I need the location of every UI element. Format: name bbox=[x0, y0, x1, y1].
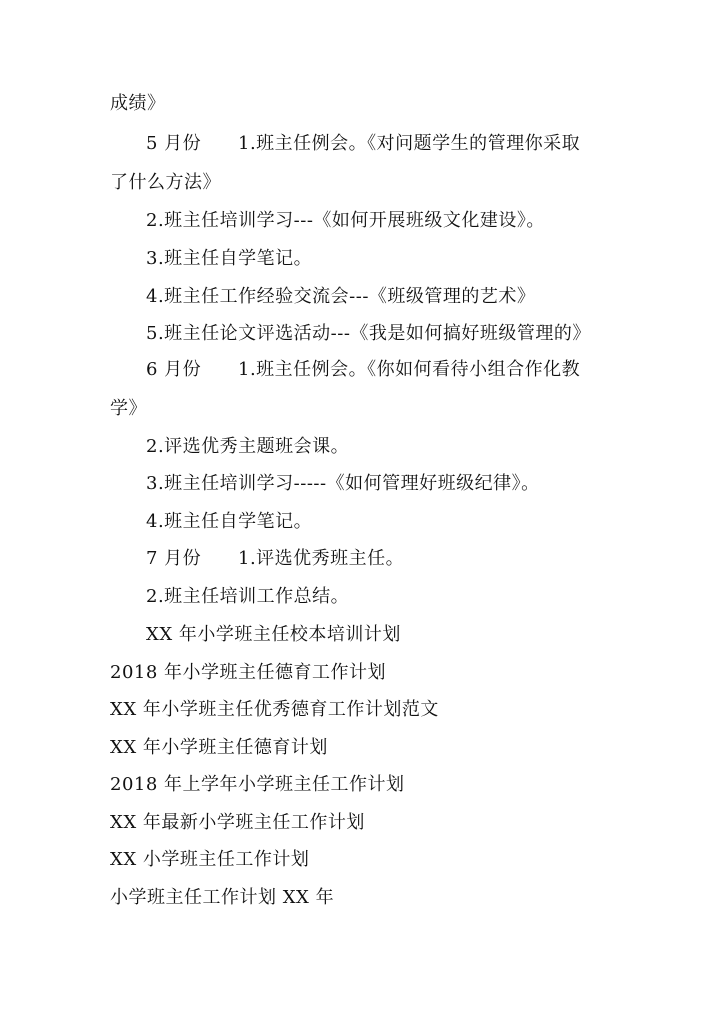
text-line: 4.班主任工作经验交流会---《班级管理的艺术》 bbox=[146, 286, 536, 307]
related-link[interactable]: XX 小学班主任工作计划 bbox=[110, 849, 310, 870]
month-label: 5 月份 bbox=[146, 133, 202, 154]
month-label: 7 月份 bbox=[146, 548, 202, 569]
text-line: 了什么方法》 bbox=[110, 172, 221, 193]
text-line: 学》 bbox=[110, 398, 147, 419]
text-line: 4.班主任自学笔记。 bbox=[146, 511, 313, 532]
month-line-may bbox=[146, 132, 580, 156]
text-line: 3.班主任自学笔记。 bbox=[146, 248, 313, 269]
related-link[interactable]: XX 年小学班主任优秀德育工作计划范文 bbox=[110, 699, 439, 720]
related-link[interactable]: XX 年最新小学班主任工作计划 bbox=[110, 812, 365, 833]
text-line: 1.班主任例会。《你如何看待小组合作化教 bbox=[238, 359, 581, 380]
month-line-june bbox=[146, 358, 580, 382]
text-line: XX 年小学班主任校本培训计划 bbox=[146, 624, 401, 645]
text-line: 1.评选优秀班主任。 bbox=[238, 548, 405, 569]
related-link[interactable]: 2018 年上学年小学班主任工作计划 bbox=[110, 774, 405, 795]
text-line: 3.班主任培训学习-----《如何管理好班级纪律》。 bbox=[146, 473, 540, 494]
text-line: 成绩》 bbox=[110, 93, 166, 114]
month-label: 6 月份 bbox=[146, 359, 202, 380]
month-line-july bbox=[146, 547, 404, 571]
text-line: 2.评选优秀主题班会课。 bbox=[146, 436, 350, 457]
text-line: 2.班主任培训工作总结。 bbox=[146, 586, 350, 607]
related-link[interactable]: 小学班主任工作计划 XX 年 bbox=[110, 887, 335, 908]
related-link[interactable]: 2018 年小学班主任德育工作计划 bbox=[110, 662, 387, 683]
related-link[interactable]: XX 年小学班主任德育计划 bbox=[110, 737, 328, 758]
text-line: 5.班主任论文评选活动---《我是如何搞好班级管理的》 bbox=[146, 323, 591, 344]
text-line: 1.班主任例会。《对问题学生的管理你采取 bbox=[238, 133, 581, 154]
text-line: 2.班主任培训学习---《如何开展班级文化建设》。 bbox=[146, 210, 545, 231]
